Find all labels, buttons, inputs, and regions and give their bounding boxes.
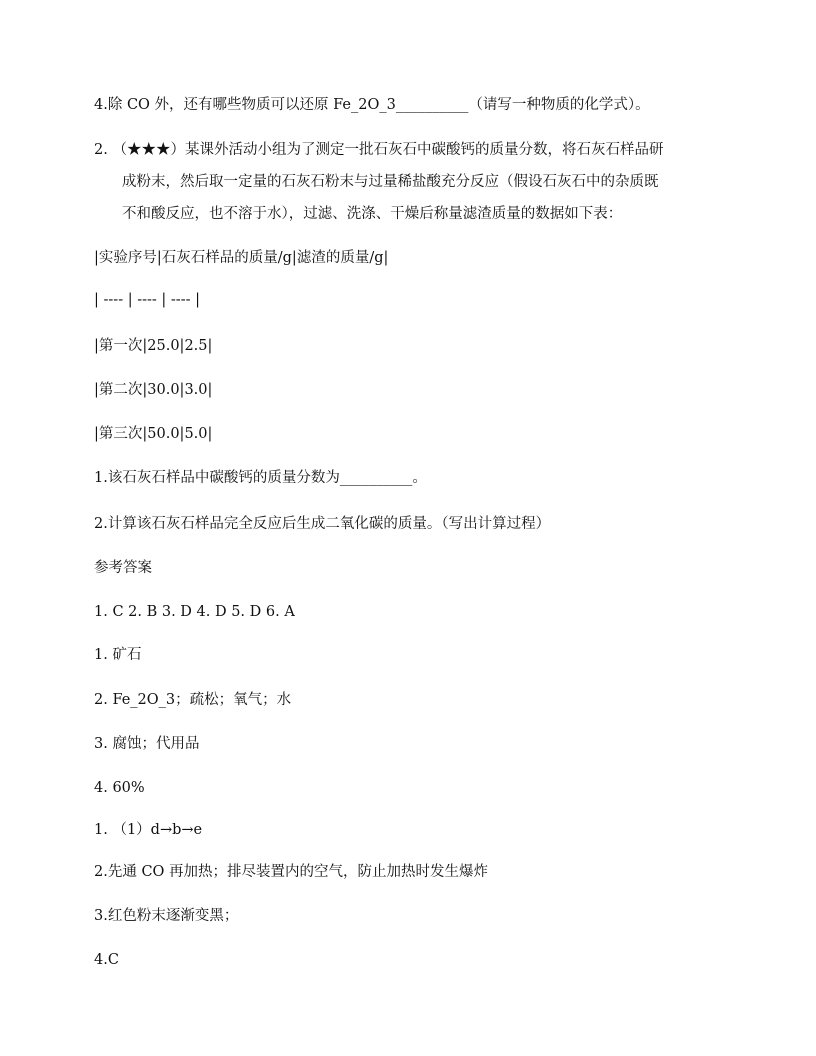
question-4-text: 4.除 CO 外，还有哪些物质可以还原 Fe_2O_3__________（请写一种物质的化学式）。 bbox=[94, 97, 650, 113]
table-row-1: |第一次|25.0|2.5| bbox=[94, 338, 213, 354]
answer-line: 3.红色粉末逐渐变黑； bbox=[94, 908, 239, 924]
sub-question-1: 1.该石灰石样品中碳酸钙的质量分数为__________。 bbox=[94, 470, 427, 486]
answer-line: 1. （1）d→b→e bbox=[94, 822, 203, 838]
answer-line: 4. 60% bbox=[94, 780, 145, 796]
answer-line: 2. Fe_2O_3；疏松；氧气；水 bbox=[94, 692, 292, 708]
question-2-line-2: 成粉末，然后取一定量的石灰石粉末与过量稀盐酸充分反应（假设石灰石中的杂质既 bbox=[122, 174, 659, 190]
table-row-2: |第二次|30.0|3.0| bbox=[94, 382, 213, 398]
question-2-line-1: 2. （★★★）某课外活动小组为了测定一批石灰石中碳酸钙的质量分数，将石灰石样品研 bbox=[94, 142, 664, 158]
answers-heading: 参考答案 bbox=[94, 560, 152, 576]
table-separator-row: | ---- | ---- | ---- | bbox=[94, 292, 200, 308]
answer-line: 1. 矿石 bbox=[94, 647, 142, 663]
answer-line: 3. 腐蚀；代用品 bbox=[94, 736, 200, 752]
answer-line: 4.C bbox=[94, 952, 119, 968]
table-header-row: |实验序号|石灰石样品的质量/g|滤渣的质量/g| bbox=[94, 250, 389, 266]
sub-question-2: 2.计算该石灰石样品完全反应后生成二氧化碳的质量。（写出计算过程） bbox=[94, 516, 551, 532]
table-row-3: |第三次|50.0|5.0| bbox=[94, 426, 213, 442]
answer-line: 2.先通 CO 再加热；排尽装置内的空气，防止加热时发生爆炸 bbox=[94, 864, 489, 880]
answer-line: 1. C 2. B 3. D 4. D 5. D 6. A bbox=[94, 604, 295, 620]
question-2-line-3: 不和酸反应，也不溶于水），过滤、洗涤、干燥后称量滤渣质量的数据如下表： bbox=[122, 206, 623, 222]
